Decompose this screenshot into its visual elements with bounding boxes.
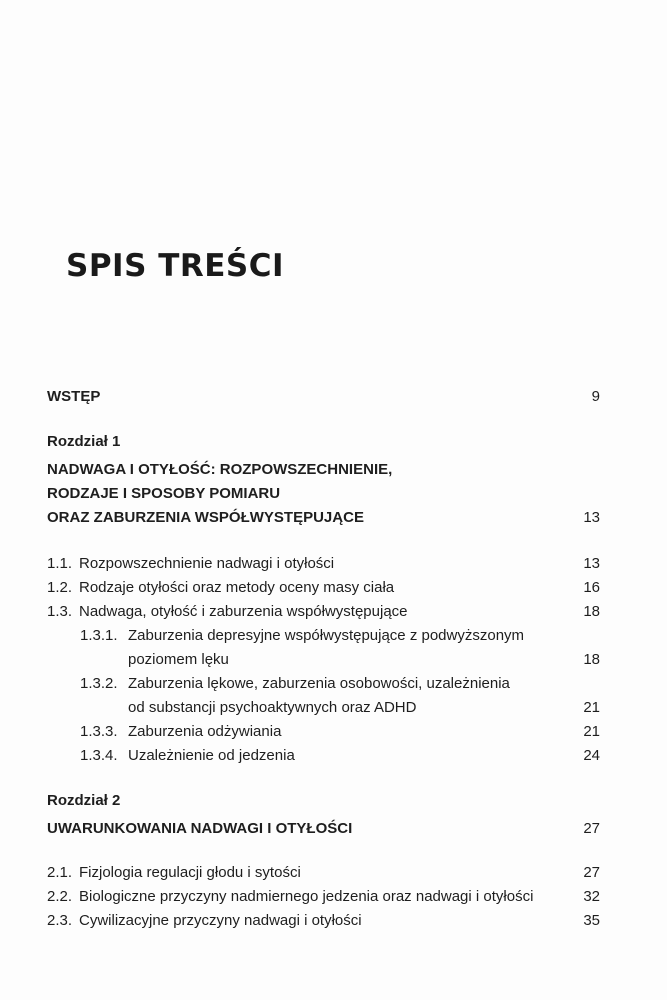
entry-label: WSTĘP — [47, 388, 101, 405]
page-number: 35 — [583, 912, 600, 929]
entry-text: Fizjologia regulacji głodu i sytości — [79, 864, 301, 881]
chapter-1-heading-line[interactable] — [47, 459, 600, 481]
page-number: 9 — [591, 388, 600, 405]
page-title: SPIS TREŚCI — [66, 248, 285, 284]
entry-number: 1.2. — [47, 579, 73, 596]
toc-subentry[interactable] — [47, 625, 600, 647]
page-number: 24 — [583, 747, 600, 764]
entry-text: Zaburzenia depresyjne współwystępujące z podwyższonym — [128, 627, 525, 644]
page-number: 27 — [583, 864, 600, 881]
chapter-1-heading-line[interactable] — [47, 507, 600, 529]
page-number: 13 — [583, 509, 600, 526]
toc-subentry[interactable] — [47, 745, 600, 767]
chapter-1-heading-line[interactable] — [47, 483, 600, 505]
entry-text: Rodzaje otyłości oraz metody oceny masy ciała — [79, 579, 395, 596]
toc-entry[interactable] — [47, 601, 600, 623]
toc-entry[interactable] — [47, 886, 600, 908]
entry-text: Biologiczne przyczyny nadmiernego jedzenia oraz nadwagi i otyłości — [79, 888, 534, 905]
entry-number: 1.1. — [47, 555, 73, 572]
toc-entry[interactable] — [47, 553, 600, 575]
toc-subentry[interactable] — [47, 673, 600, 695]
entry-text: Rozpowszechnienie nadwagi i otyłości — [79, 555, 335, 572]
page-number: 21 — [583, 723, 600, 740]
entry-number: 2.3. — [47, 912, 73, 929]
page-number: 32 — [583, 888, 600, 905]
chapter-1-label — [47, 431, 600, 453]
toc-entry-intro[interactable] — [47, 386, 600, 408]
toc-entry[interactable] — [47, 910, 600, 932]
toc-entry[interactable] — [47, 862, 600, 884]
entry-number: 2.2. — [47, 888, 73, 905]
heading-text: ORAZ ZABURZENIA WSPÓŁWYSTĘPUJĄCE — [47, 509, 364, 526]
entry-number: 1.3.4. — [80, 747, 118, 764]
toc-subentry-continuation[interactable] — [47, 649, 600, 671]
toc-entry[interactable] — [47, 577, 600, 599]
page-number: 18 — [583, 603, 600, 620]
heading-text: NADWAGA I OTYŁOŚĆ: ROZPOWSZECHNIENIE, — [47, 461, 393, 478]
entry-number: 1.3.3. — [80, 723, 118, 740]
entry-text: poziomem lęku — [128, 651, 229, 668]
entry-number: 1.3.1. — [80, 627, 118, 644]
page-number: 27 — [583, 820, 600, 837]
page-number: 13 — [583, 555, 600, 572]
toc-subentry-continuation[interactable] — [47, 697, 600, 719]
heading-text: RODZAJE I SPOSOBY POMIARU — [47, 485, 281, 502]
entry-text: Nadwaga, otyłość i zaburzenia współwystępujące — [79, 603, 408, 620]
page-number: 16 — [583, 579, 600, 596]
entry-number: 2.1. — [47, 864, 73, 881]
entry-text: Zaburzenia odżywiania — [128, 723, 282, 740]
chapter-label: Rozdział 2 — [47, 792, 121, 809]
chapter-2-heading[interactable] — [47, 818, 600, 840]
entry-number: 1.3.2. — [80, 675, 118, 692]
entry-text: Cywilizacyjne przyczyny nadwagi i otyłości — [79, 912, 362, 929]
entry-number: 1.3. — [47, 603, 73, 620]
page-number: 21 — [583, 699, 600, 716]
entry-text: Uzależnienie od jedzenia — [128, 747, 295, 764]
chapter-2-label — [47, 790, 600, 812]
chapter-label: Rozdział 1 — [47, 433, 121, 450]
toc-subentry[interactable] — [47, 721, 600, 743]
heading-text: UWARUNKOWANIA NADWAGI I OTYŁOŚCI — [47, 820, 353, 837]
page-number: 18 — [583, 651, 600, 668]
entry-text: Zaburzenia lękowe, zaburzenia osobowości, uzależnienia — [128, 675, 510, 692]
entry-text: od substancji psychoaktywnych oraz ADHD — [128, 699, 417, 716]
